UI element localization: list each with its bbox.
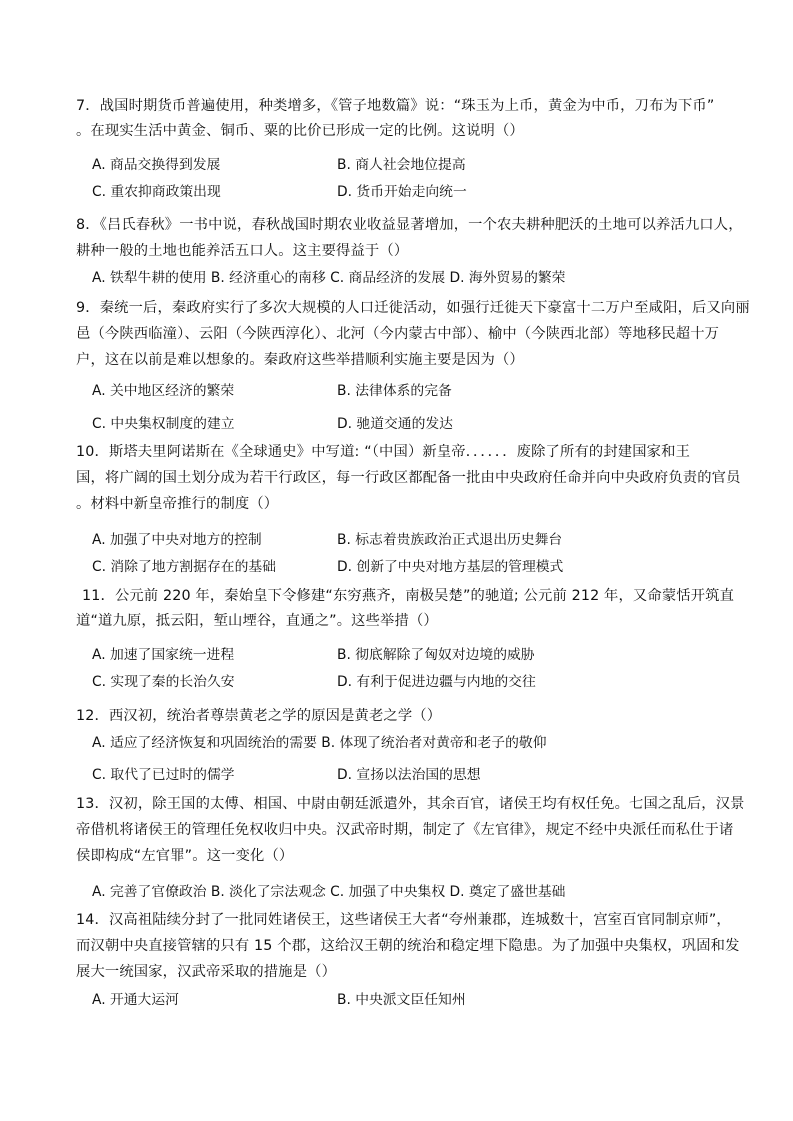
- question-14-option-a[interactable]: A. 开通大运河: [92, 992, 179, 1008]
- question-7-option-b[interactable]: B. 商人社会地位提高: [337, 157, 466, 173]
- question-12-option-d[interactable]: D. 宣扬以法治国的思想: [337, 767, 481, 783]
- question-11-line-2: 道“道九原，抵云阳，堑山堙谷，直通之”。这些举措（）: [76, 613, 438, 629]
- question-10-option-b[interactable]: B. 标志着贵族政治正式退出历史舞台: [337, 532, 563, 548]
- question-8-line-2: 耕种一般的土地也能养活五口人。这主要得益于（）: [76, 243, 409, 259]
- question-8-line-1: 8．《吕氏春秋》一书中说，春秋战国时期农业收益显著增加，一个农夫耕种肥沃的土地可以养活九口人，: [76, 217, 743, 233]
- question-7-option-c[interactable]: C. 重农抑商政策出现: [92, 184, 221, 200]
- question-12-line-1: 12．西汉初，统治者尊崇黄老之学的原因是黄老之学（）: [76, 708, 442, 724]
- question-7-option-d[interactable]: D. 货币开始走向统一: [337, 184, 467, 200]
- question-12-option-c[interactable]: C. 取代了已过时的儒学: [92, 767, 235, 783]
- question-7-line-1: 7．战国时期货币普遍使用，种类增多，《管子地数篇》说：“珠玉为上币，黄金为中币，刀布为下币”: [76, 98, 715, 114]
- question-10-line-3: 。材料中新皇帝推行的制度（）: [76, 496, 279, 512]
- question-11-option-b[interactable]: B. 彻底解除了匈奴对边境的威胁: [337, 647, 535, 663]
- question-10-option-c[interactable]: C. 消除了地方割据存在的基础: [92, 559, 276, 575]
- question-11-option-a[interactable]: A. 加速了国家统一进程: [92, 647, 235, 663]
- question-9-line-1: 9．秦统一后，秦政府实行了多次大规模的人口迁徙活动，如强行迁徙天下豪富十二万户至咸阳，后又向丽: [76, 300, 750, 316]
- question-14-line-3: 展大一统国家，汉武帝采取的措施是（）: [76, 964, 337, 980]
- question-13-line-1: 13．汉初，除王国的太傅、相国、中尉由朝廷派遣外，其余百官，诸侯王均有权任免。七国之乱后，汉景: [76, 796, 745, 812]
- question-10-line-1: 10．斯塔夫里阿诺斯在《全球通史》中写道: “（中国）新皇帝．．．．．．废除了所有的封建国家和王: [76, 444, 691, 460]
- question-13-line-2: 帝借机将诸侯王的管理任免权收归中央。汉武帝时期，制定了《左官律》，规定不经中央派任而私仕于诸: [76, 822, 734, 838]
- question-11-option-d[interactable]: D. 有利于促进边疆与内地的交往: [337, 674, 536, 690]
- question-8-options[interactable]: A. 铁犁牛耕的使用 B. 经济重心的南移 C. 商品经济的发展 D. 海外贸易的繁荣: [92, 270, 566, 286]
- question-13-options[interactable]: A. 完善了官僚政治 B. 淡化了宗法观念 C. 加强了中央集权 D. 奠定了盛世基础: [92, 884, 566, 900]
- question-13-line-3: 侯即构成“左官罪”。这一变化（）: [76, 848, 294, 864]
- question-14-line-1: 14．汉高祖陆续分封了一批同姓诸侯王，这些诸侯王大者“夸州兼郡，连城数十，宫室百官同制京师”，: [76, 912, 731, 928]
- question-12-option-a-b[interactable]: A. 适应了经济恢复和巩固统治的需要 B. 体现了统治者对黄帝和老子的敬仰: [92, 735, 547, 751]
- question-14-line-2: 而汉朝中央直接管辖的只有 15 个郡，这给汉王朝的统治和稳定埋下隐患。为了加强中央集权，巩固和发: [76, 938, 740, 954]
- question-11-option-c[interactable]: C. 实现了秦的长治久安: [92, 674, 235, 690]
- question-14-option-b[interactable]: B. 中央派文臣任知州: [337, 992, 466, 1008]
- question-9-option-a[interactable]: A. 关中地区经济的繁荣: [92, 383, 235, 399]
- question-10-option-d[interactable]: D. 创新了中央对地方基层的管理模式: [337, 559, 564, 575]
- question-9-line-2: 邑（今陕西临潼）、云阳（今陕西淳化）、北河（今内蒙古中部）、榆中（今陕西北部）等地移民超十万: [76, 326, 720, 342]
- question-9-line-3: 户，这在以前是难以想象的。秦政府这些举措顺利实施主要是因为（）: [76, 352, 524, 368]
- question-7-option-a[interactable]: A. 商品交换得到发展: [92, 157, 221, 173]
- question-11-line-1: 11．公元前 220 年，秦始皇下令修建“东穷燕齐，南极吴楚”的驰道; 公元前 212 年，又命蒙恬开筑直: [82, 588, 735, 604]
- question-7-line-2: 。在现实生活中黄金、铜币、粟的比价已形成一定的比例。这说明（）: [76, 123, 524, 139]
- question-9-option-c[interactable]: C. 中央集权制度的建立: [92, 416, 235, 432]
- question-10-option-a[interactable]: A. 加强了中央对地方的控制: [92, 532, 262, 548]
- question-9-option-b[interactable]: B. 法律体系的完备: [337, 383, 452, 399]
- question-10-line-2: 国，将广阔的国土划分成为若干行政区，每一行政区都配备一批由中央政府任命并向中央政府负责的官员: [76, 470, 741, 486]
- question-9-option-d[interactable]: D. 驰道交通的发达: [337, 416, 453, 432]
